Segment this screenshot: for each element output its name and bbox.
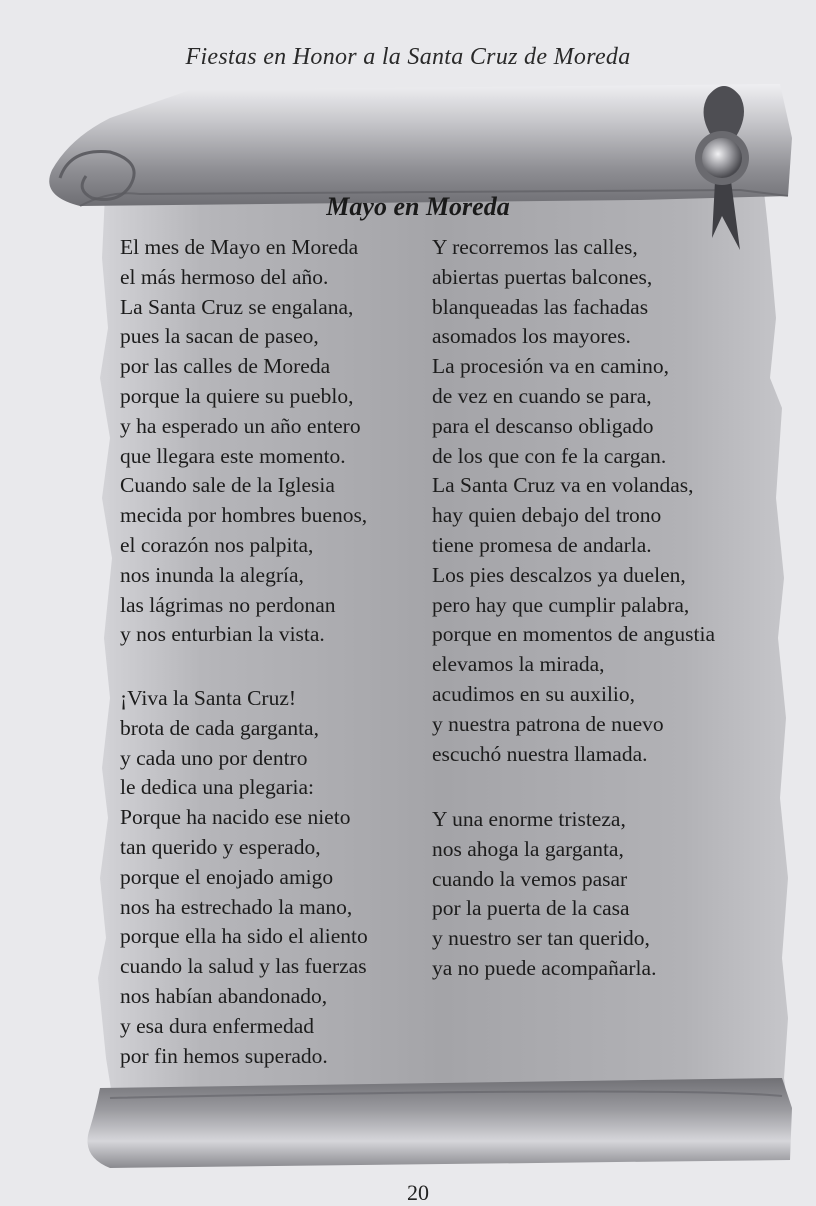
verse-line: nos ahoga la garganta,: [432, 836, 624, 861]
verse-line: escuchó nuestra llamada.: [432, 741, 648, 766]
poem-title: Mayo en Moreda: [326, 192, 510, 221]
verse-line: elevamos la mirada,: [432, 652, 605, 677]
verse-line: y nuestro ser tan querido,: [432, 926, 650, 951]
page-number: 20: [407, 1180, 429, 1205]
left-stanza-2: [120, 684, 368, 1071]
left-stanza-1: [120, 233, 367, 650]
verse-line: de los que con fe la cargan.: [432, 443, 667, 468]
right-stanza-2: [432, 805, 656, 984]
verse-line: La procesión va en camino,: [432, 354, 670, 379]
verse-line: brota de cada garganta,: [120, 715, 319, 740]
verse-line: ¡Viva la Santa Cruz!: [120, 686, 297, 710]
verse-line: acudimos en su auxilio,: [432, 681, 636, 706]
verse-line: hay quien debajo del trono: [432, 503, 662, 528]
verse-line: asomados los mayores.: [432, 324, 631, 349]
verse-line: nos ha estrechado la mano,: [120, 894, 353, 919]
verse-line: mecida por hombres buenos,: [120, 503, 368, 528]
verse-line: tiene promesa de andarla.: [432, 532, 652, 557]
verse-line: para el descanso obligado: [432, 413, 654, 438]
verse-line: por las calles de Moreda: [120, 354, 331, 379]
verse-line: cuando la salud y las fuerzas: [120, 954, 367, 979]
verse-line: El mes de Mayo en Moreda: [120, 235, 359, 259]
verse-line: el corazón nos palpita,: [120, 532, 314, 557]
verse-line: por la puerta de la casa: [432, 896, 630, 921]
verse-line: y nuestra patrona de nuevo: [432, 711, 664, 736]
verse-line: le dedica una plegaria:: [120, 775, 314, 800]
verse-line: el más hermoso del año.: [120, 264, 329, 289]
verse-line: pero hay que cumplir palabra,: [432, 592, 690, 617]
verse-line: porque el enojado amigo: [120, 864, 334, 889]
verse-line: de vez en cuando se para,: [432, 383, 652, 408]
verse-line: y ha esperado un año entero: [120, 413, 361, 438]
verse-line: nos habían abandonado,: [120, 983, 328, 1008]
verse-line: abiertas puertas balcones,: [432, 264, 653, 289]
verse-line: Cuando sale de la Iglesia: [120, 473, 335, 498]
verse-line: ya no puede acompañarla.: [432, 955, 657, 980]
verse-line: porque en momentos de angustia: [432, 622, 716, 647]
verse-line: pues la sacan de paseo,: [120, 324, 319, 349]
verse-line: y esa dura enfermedad: [120, 1013, 314, 1038]
verse-line: Y recorremos las calles,: [432, 235, 638, 259]
verse-line: que llegara este momento.: [120, 443, 346, 468]
verse-line: Y una enorme tristeza,: [432, 807, 626, 831]
verse-line: porque la quiere su pueblo,: [120, 383, 354, 408]
verse-line: tan querido y esperado,: [120, 834, 321, 859]
verse-line: La Santa Cruz se engalana,: [120, 294, 354, 319]
verse-line: Los pies descalzos ya duelen,: [432, 562, 686, 587]
verse-line: cuando la vemos pasar: [432, 866, 628, 891]
running-header: Fiestas en Honor a la Santa Cruz de Moreda: [185, 44, 631, 70]
verse-line: las lágrimas no perdonan: [120, 592, 336, 617]
verse-line: y nos enturbian la vista.: [120, 622, 325, 647]
verse-line: y cada uno por dentro: [120, 745, 308, 770]
verse-line: nos inunda la alegría,: [120, 562, 304, 587]
verse-line: blanqueadas las fachadas: [432, 294, 649, 319]
verse-line: por fin hemos superado.: [120, 1043, 328, 1068]
verse-line: porque ella ha sido el aliento: [120, 924, 368, 949]
top-roll: [49, 84, 792, 206]
verse-line: La Santa Cruz va en volandas,: [432, 473, 694, 498]
right-stanza-1: [432, 233, 715, 769]
verse-line: Porque ha nacido ese nieto: [120, 805, 351, 830]
